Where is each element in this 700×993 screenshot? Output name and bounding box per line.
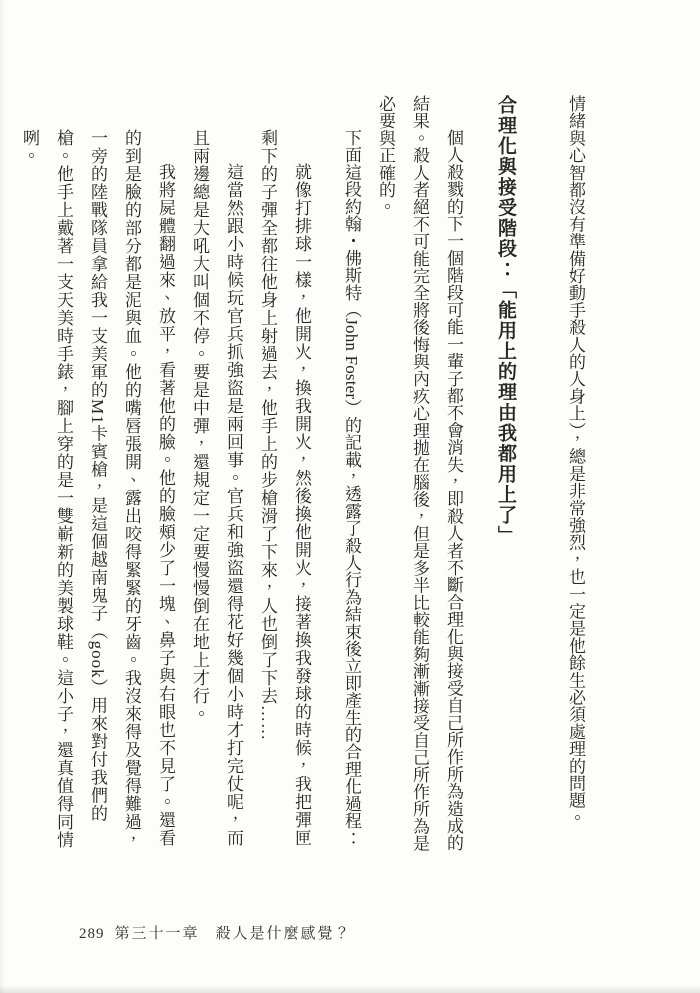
scan-edge-shadow-left	[0, 0, 5, 993]
chapter-title: 殺人是什麼感覺？	[215, 926, 352, 942]
section-heading: 合理化與接受階段：「能用上的理由我都用上了」	[495, 95, 516, 546]
body-paragraph: 個人殺戮的下一個階段可能一輩子都不會消失，即殺人者不斷合理化與接受自己所作所為造成的結果。殺人者絕不可能完全將後悔與內疚心理拋在腦後，但是多半比較能夠漸漸接受自己所作所為是必要與正確的。	[376, 95, 463, 852]
continuation-paragraph: 情緒與心智都沒有準備好動手殺人的人身上），總是非常強烈，也一定是他餘生必須處理的問題。	[566, 95, 585, 827]
block-quote	[12, 95, 318, 857]
page-number: 289	[79, 926, 105, 942]
quote-paragraph: 就像打排球一樣，他開火，換我開火，然後換他開火，接著換我發球的時候，我把彈匣剩下的子彈全都往他身上射過去，他手上的步槍滑了下來，人也倒了下去……	[258, 129, 311, 847]
page-footer	[79, 922, 352, 943]
chapter-label: 第三十一章	[114, 926, 200, 942]
quote-paragraph: 我將屍體翻過來、放平，看著他的臉。他的臉頰少了一塊、鼻子與右眼也不見了。還看的到是臉的部分都是泥與血。他的嘴唇張開、露出咬得緊緊的牙齒。我沒來得及覺得難過，一旁的陸戰隊員拿給我一支美軍的M1卡賓槍，是這個越南鬼子（gook）用來對付我們的槍。他手上戴著一支天美時手錶，腳上穿的是一雙嶄新的美製球鞋。這小子，還真值得同情咧。	[20, 129, 175, 849]
body-paragraph: 下面這段約翰・佛斯特（John Foster）的記載，透露了殺人行為結束後立即產生的合理化過程：	[342, 129, 361, 847]
quote-paragraph: 這當然跟小時候玩官兵抓強盜是兩回事。官兵和強盜還得花好幾個小時才打完仗呢，而且兩邊總是大吼大叫個不停。要是中彈，還規定一定要慢慢倒在地上才行。	[190, 129, 243, 847]
vertical-text-flow	[12, 95, 592, 857]
scan-edge-shadow-bottom	[0, 985, 700, 993]
